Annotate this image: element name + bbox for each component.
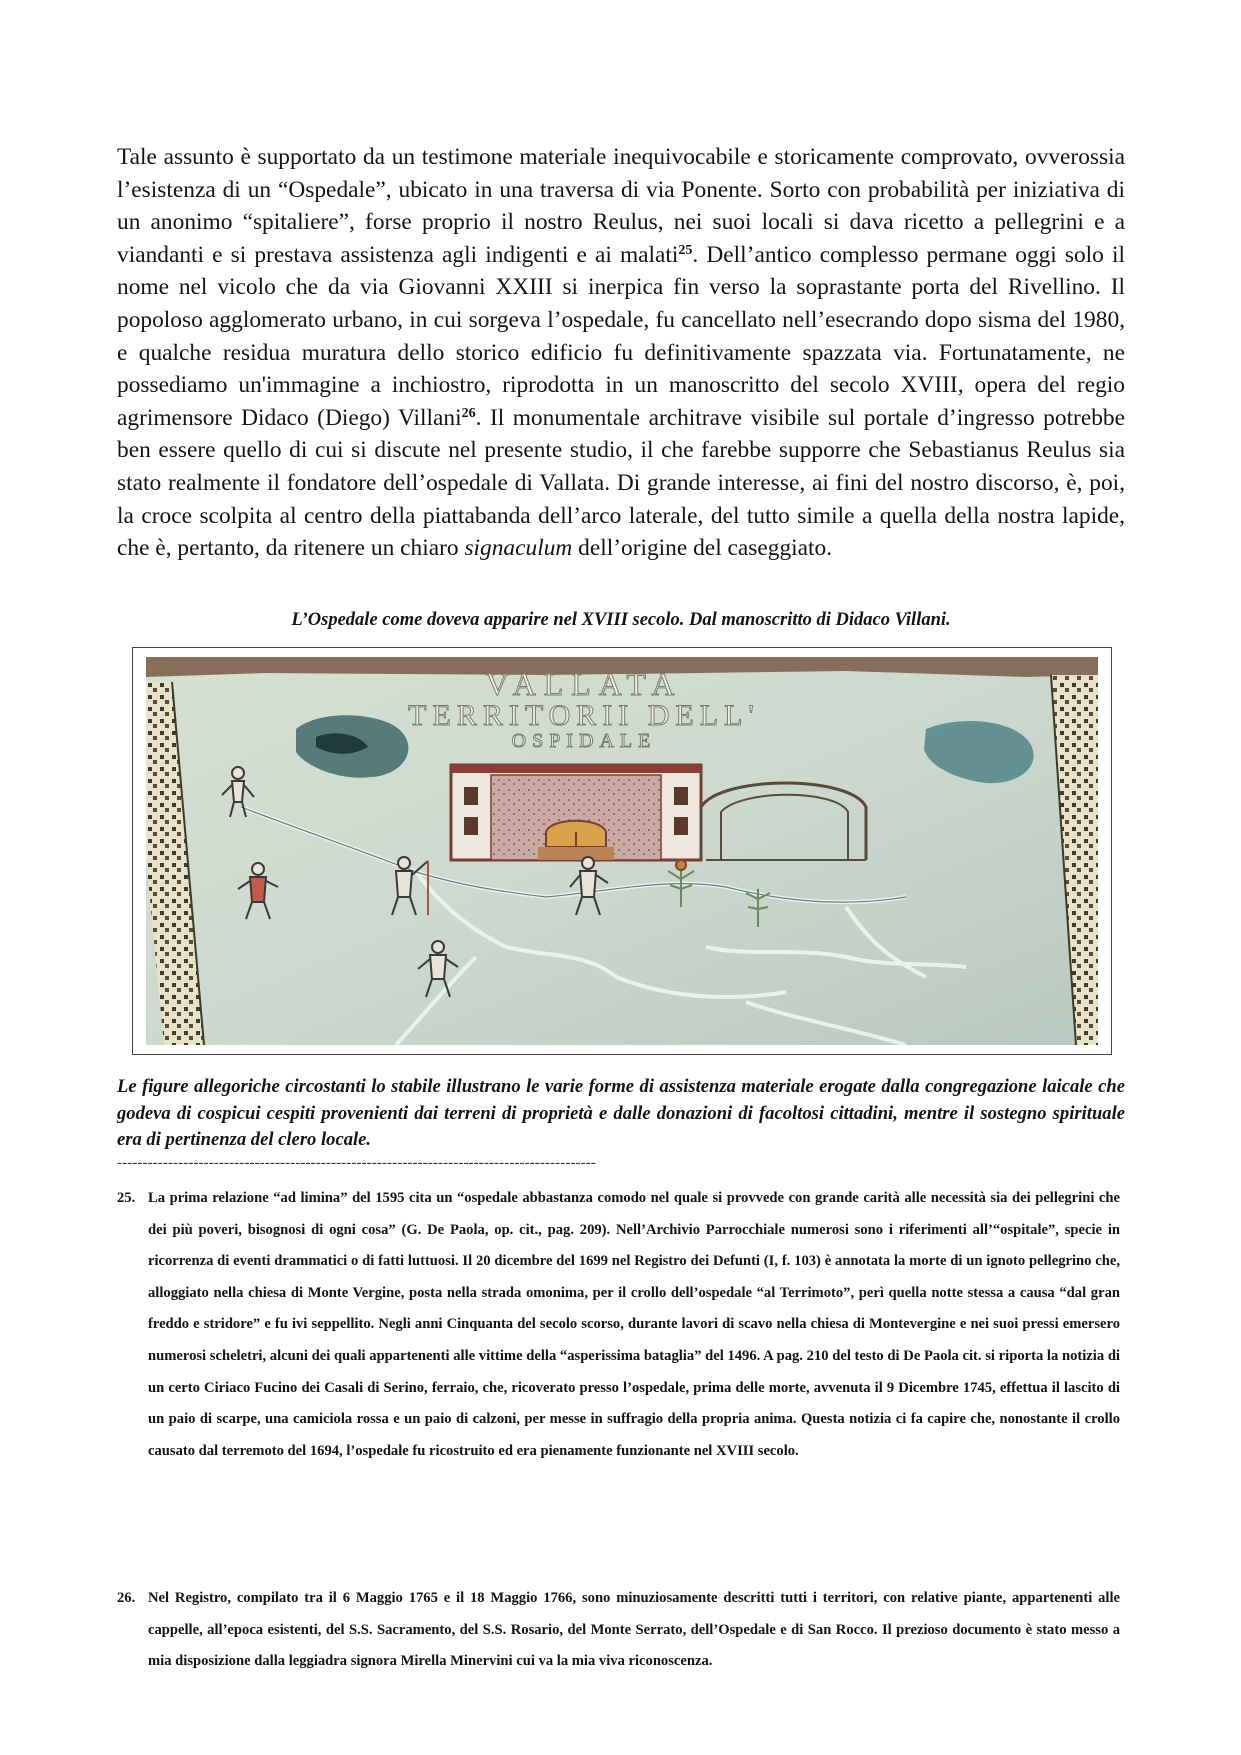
figure-frame xyxy=(132,647,1112,1055)
footnote-text: Nel Registro, compilato tra il 6 Maggio 1765 e il 18 Maggio 1766, sono minuziosamente descritti tutti i territori, con relative piante, appartenenti alle cappelle, all’epoca esistenti, del S.S. Sacramento, del S.S. Rosario, del Monte Serrato, dell’Ospedale e di San Rocco. Il prezioso documento è stato messo a mia disposizione dalla leggiadra signora Mirella Minervini cui va la mia viva riconoscenza. xyxy=(148,1590,1120,1670)
body-text-part-2: . Dell’antico complesso permane oggi solo il nome nel vicolo che da via Giovanni XXIII si inerpica fin verso la soprastante porta del Rivellino. Il popoloso agglomerato urbano, in cui sorgeva l’ospedale, fu cancellato nell’esecrando dopo sisma del 1980, e qualche residua muratura dello storico edificio fu definitivamente spazzata via. Fortunatamente, ne possediamo un'immagine a inchiostro, riprodotta in un manoscritto del secolo XVIII, opera del regio agrimensore Didaco (Diego) Villani xyxy=(117,241,1125,431)
body-text-part-4: dell’origine del caseggiato. xyxy=(572,535,833,562)
manuscript-map-image xyxy=(146,657,1098,1045)
footnote-separator: ---------------------------------------------------------------------------------------------- xyxy=(117,1155,596,1171)
footnote-26 xyxy=(117,1583,1120,1678)
map-title-line-2: TERRITORII DELL' xyxy=(408,699,760,732)
body-text-part-1: Tale assunto è supportato da un testimone materiale inequivocabile e storicamente comprovato, ovverossia l’esistenza di un “Ospedale”, ubicato in una traversa di via Ponente. Sorto con probabilità per iniziativa di un anonimo “spitaliere”, forse proprio il nostro Reulus, nei suoi locali si dava ricetto a pellegrini e a viandanti e si prestava assistenza agli indigenti e ai malati xyxy=(117,144,1125,268)
footnote-ref-26[interactable]: 26 xyxy=(461,405,476,421)
map-title-line-1: VALLATA xyxy=(485,666,683,702)
body-text-part-3: . Il monumentale architrave visibile sul portale d’ingresso potrebbe ben essere quello di cui si discute nel presente studio, il che farebbe supporre che Sebastianus Reulus sia stato realmente il fondatore dell’ospedale di Vallata. Di grande interesse, ai fini del nostro discorso, è, poi, la croce scolpita al centro della piattabanda dell’arco laterale, del tutto simile a quella della nostra lapide, che è, pertanto, da ritenere un chiaro xyxy=(117,404,1126,562)
body-paragraph xyxy=(117,141,1125,565)
figure-caption-bottom: Le figure allegoriche circostanti lo stabile illustrano le varie forme di assistenza materiale erogate dalla congregazione laicale che godeva di cospicui cespiti provenienti dai terreni di proprietà e dalle donazioni di facoltosi cittadini, mentre il sostegno spirituale era di pertinenza del clero locale. xyxy=(117,1076,1125,1150)
figure-caption-top: L’Ospedale come doveva apparire nel XVIII secolo. Dal manoscritto di Didaco Villani. xyxy=(291,610,951,630)
footnote-ref-25[interactable]: 25 xyxy=(678,242,693,258)
footnote-number: 26. xyxy=(117,1590,136,1606)
body-italic-term: signaculum xyxy=(464,535,573,562)
map-title-line-3: OSPIDALE xyxy=(511,730,657,752)
footnote-text: La prima relazione “ad limina” del 1595 cita un “ospedale abbastanza comodo nel quale si provvede con grande carità alle necessità sia dei pellegrini che dei più poveri, bisognosi di ogni cosa” (G. De Paola, op. cit., pag. 209). Nell’Archivio Parrocchiale numerosi sono i riferimenti all’“ospitale”, specie in ricorrenza di eventi drammatici o di fatti luttuosi. Il 20 dicembre del 1699 nel Registro dei Defunti (I, f. 103) è annotata la morte di un ignoto pellegrino che, alloggiato nella chiesa di Monte Vergine, posta nella strada omonima, per il crollo dell’ospedale “al Terrimoto”, perì quella notte stessa a causa “dal gran freddo e stridore” e fu ivi seppellito. Negli anni Cinquanta del secolo scorso, durante lavori di scavo nella chiesa di Montevergine e nei suoi pressi emersero numerosi scheletri, alcuni dei quali appartenenti alle vittime della “asperissima bataglia” del 1496. A pag. 210 del testo di De Paola cit. si riporta la notizia di un certo Ciriaco Fucino dei Casali di Serino, ferraio, che, ricoverato presso l’ospedale, prima delle morte, avvenuta il 9 Dicembre 1745, effettua il lascito di un paio di scarpe, una camiciola rossa e un paio di calzoni, per messe in suffragio della propria anima. Questa notizia ci fa capire che, nonostante il crollo causato dal terremoto del 1694, l’ospedale fu ricostruito ed era pienamente funzionante nel XVIII secolo. xyxy=(148,1190,1120,1459)
footnote-number: 25. xyxy=(117,1190,136,1206)
footnote-25 xyxy=(117,1183,1120,1467)
